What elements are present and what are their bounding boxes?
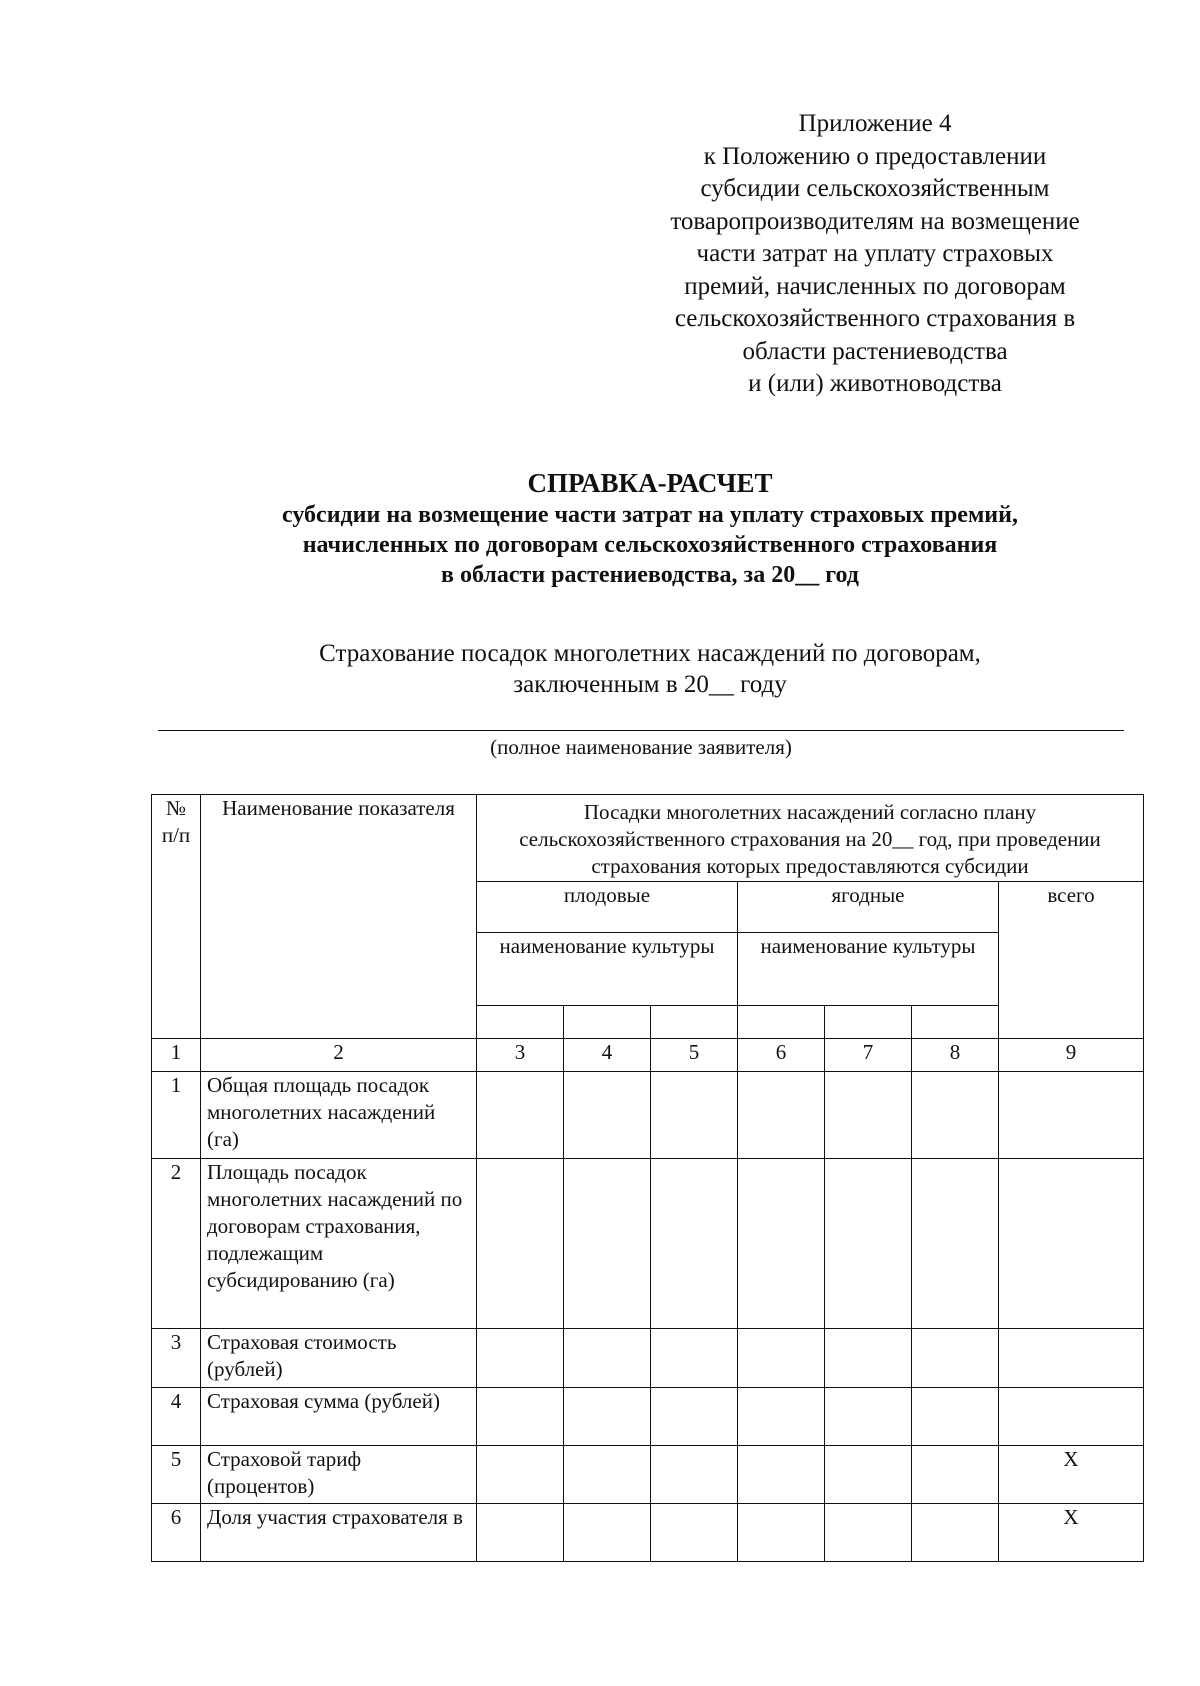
value-cell[interactable] [912, 1329, 999, 1388]
title-sub-line: начисленных по договорам сельскохозяйственного страхования [302, 532, 998, 558]
total-cell[interactable] [999, 1329, 1144, 1388]
row-label: Страховая сумма (рублей) [201, 1388, 477, 1446]
appendix-reference [640, 108, 1110, 401]
value-cell[interactable] [564, 1388, 651, 1446]
crop-name-cell[interactable] [738, 1006, 825, 1039]
value-cell[interactable] [477, 1072, 564, 1159]
value-cell[interactable] [651, 1329, 738, 1388]
crop-name-cell[interactable] [651, 1006, 738, 1039]
value-cell[interactable] [564, 1072, 651, 1159]
value-cell[interactable] [738, 1329, 825, 1388]
value-cell[interactable] [825, 1504, 912, 1562]
value-cell[interactable] [738, 1072, 825, 1159]
column-number: 1 [152, 1039, 201, 1072]
row-number: 4 [152, 1388, 201, 1446]
row-number: 1 [152, 1072, 201, 1159]
subject-line: заключенным в 20__ году [513, 671, 787, 698]
appendix-line: сельскохозяйственного страхования в [674, 305, 1076, 332]
value-cell[interactable] [738, 1446, 825, 1504]
value-cell[interactable] [651, 1504, 738, 1562]
column-number: 5 [651, 1039, 738, 1072]
total-cell[interactable]: Х [999, 1504, 1144, 1562]
table-row [152, 1072, 1144, 1159]
header-fruit: плодовые [477, 882, 738, 933]
table-row [152, 1504, 1144, 1562]
value-cell[interactable] [912, 1159, 999, 1329]
applicant-name-line [158, 730, 1124, 731]
appendix-line: товаропроизводителям на возмещение [670, 207, 1080, 235]
document-title [120, 466, 1180, 590]
total-cell[interactable] [999, 1388, 1144, 1446]
insurance-subject [120, 638, 1180, 700]
appendix-line: части затрат на уплату страховых [696, 240, 1054, 267]
header-berry: ягодные [738, 882, 999, 933]
value-cell[interactable] [651, 1446, 738, 1504]
column-number: 3 [477, 1039, 564, 1072]
value-cell[interactable] [477, 1446, 564, 1504]
value-cell[interactable] [738, 1504, 825, 1562]
crop-name-cell[interactable] [912, 1006, 999, 1039]
total-cell[interactable]: Х [999, 1446, 1144, 1504]
value-cell[interactable] [564, 1159, 651, 1329]
row-label: Общая площадь посадок многолетних насаждений (га) [201, 1072, 477, 1159]
appendix-line: премий, начисленных по договорам [684, 272, 1066, 300]
subject-line: Страхование посадок многолетних насаждений по договорам, [319, 640, 981, 667]
column-number: 4 [564, 1039, 651, 1072]
value-cell[interactable] [738, 1159, 825, 1329]
value-cell[interactable] [651, 1159, 738, 1329]
column-number: 2 [201, 1039, 477, 1072]
value-cell[interactable] [477, 1388, 564, 1446]
header-num: № п/п [152, 795, 201, 1039]
crop-name-cell[interactable] [825, 1006, 912, 1039]
header-crop-name: наименование культуры [477, 933, 738, 1006]
value-cell[interactable] [825, 1446, 912, 1504]
row-number: 5 [152, 1446, 201, 1504]
row-label: Страховой тариф (процентов) [201, 1446, 477, 1504]
value-cell[interactable] [477, 1329, 564, 1388]
value-cell[interactable] [825, 1159, 912, 1329]
table-row [152, 1329, 1144, 1388]
value-cell[interactable] [825, 1072, 912, 1159]
table-row [152, 1159, 1144, 1329]
column-number: 8 [912, 1039, 999, 1072]
crop-name-cell[interactable] [477, 1006, 564, 1039]
row-number: 6 [152, 1504, 201, 1562]
value-cell[interactable] [825, 1388, 912, 1446]
table-row [152, 1388, 1144, 1446]
appendix-line: Приложение 4 [798, 110, 952, 137]
header-group: Посадки многолетних насаждений согласно плану сельскохозяйственного страхования на 20__ год, при проведении страхования которых предоставляются субсидии [477, 795, 1144, 882]
row-number: 3 [152, 1329, 201, 1388]
value-cell[interactable] [912, 1446, 999, 1504]
row-label: Площадь посадок многолетних насаждений по договорам страхования, подлежащим субсидированию (га) [201, 1159, 477, 1329]
appendix-line: субсидии сельскохозяйственным [700, 175, 1050, 202]
appendix-line: и (или) животноводства [748, 370, 1002, 397]
value-cell[interactable] [651, 1072, 738, 1159]
title-main: СПРАВКА-РАСЧЕТ [527, 468, 773, 498]
value-cell[interactable] [738, 1388, 825, 1446]
row-number: 2 [152, 1159, 201, 1329]
table-row [152, 1446, 1144, 1504]
crop-name-cell[interactable] [564, 1006, 651, 1039]
value-cell[interactable] [477, 1159, 564, 1329]
title-sub-line: субсидии на возмещение части затрат на уплату страховых премий, [282, 502, 1018, 528]
value-cell[interactable] [912, 1388, 999, 1446]
row-label: Доля участия страхователя в [201, 1504, 477, 1562]
appendix-line: к Положению о предоставлении [703, 142, 1047, 170]
value-cell[interactable] [912, 1504, 999, 1562]
applicant-caption: (полное наименование заявителя) [490, 735, 792, 759]
calculation-table [151, 794, 1144, 1562]
value-cell[interactable] [825, 1329, 912, 1388]
value-cell[interactable] [912, 1072, 999, 1159]
value-cell[interactable] [477, 1504, 564, 1562]
header-crop-name: наименование культуры [738, 933, 999, 1006]
total-cell[interactable] [999, 1072, 1144, 1159]
column-number: 9 [999, 1039, 1144, 1072]
column-number-row [152, 1039, 1144, 1072]
title-sub-line: в области растениеводства, за 20__ год [441, 562, 859, 588]
appendix-line: области растениеводства [742, 337, 1008, 365]
value-cell[interactable] [564, 1446, 651, 1504]
column-number: 6 [738, 1039, 825, 1072]
column-number: 7 [825, 1039, 912, 1072]
value-cell[interactable] [564, 1329, 651, 1388]
total-cell[interactable] [999, 1159, 1144, 1329]
header-indicator: Наименование показателя [201, 795, 477, 1039]
value-cell[interactable] [564, 1504, 651, 1562]
value-cell[interactable] [651, 1388, 738, 1446]
header-total: всего [999, 882, 1144, 1039]
row-label: Страховая стоимость (рублей) [201, 1329, 477, 1388]
